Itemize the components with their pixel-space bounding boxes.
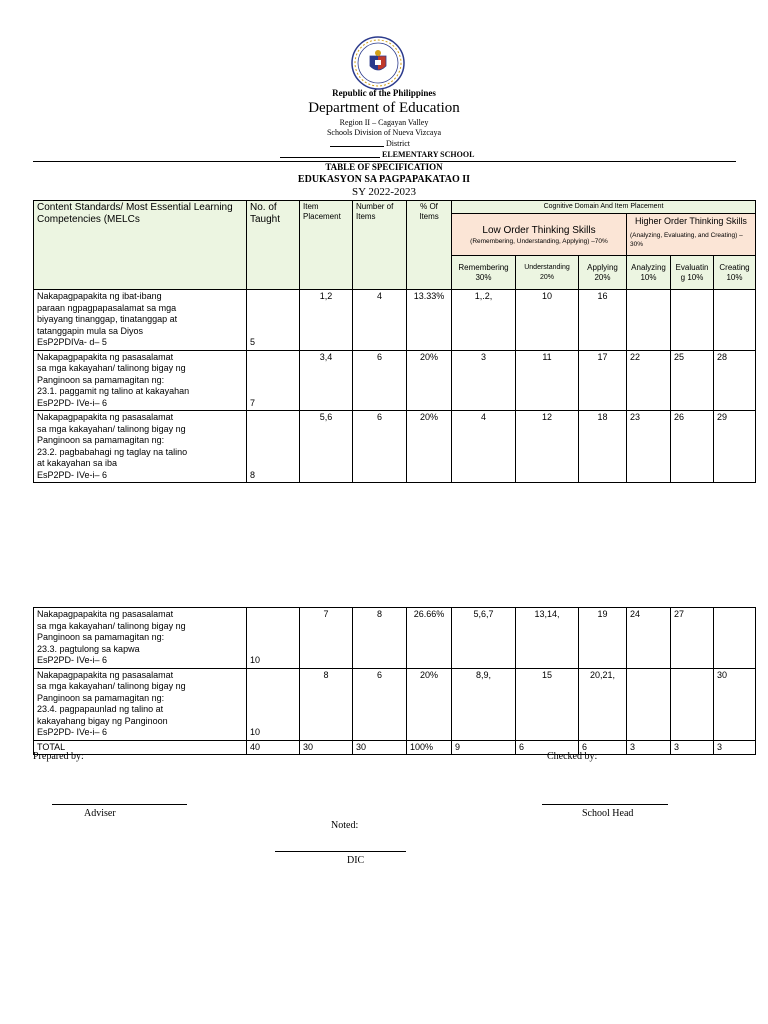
- evaluating-cell: [671, 290, 714, 351]
- total-label: TOTAL: [34, 740, 247, 755]
- table-row: [34, 668, 756, 740]
- evaluating-cell: 25: [671, 350, 714, 411]
- deped-seal-logo: [351, 36, 405, 90]
- analyzing-cell: [627, 290, 671, 351]
- header-understanding: Understanding 20%: [516, 256, 579, 290]
- understanding-cell: 13,14,: [516, 608, 579, 669]
- creating-cell: 30: [714, 668, 756, 740]
- hots-title: Higher Order Thinking Skills: [635, 216, 747, 226]
- taught-cell: 8: [247, 411, 300, 483]
- applying-cell: 17: [579, 350, 627, 411]
- district-label: District: [386, 139, 410, 148]
- remembering-cell: 3: [452, 350, 516, 411]
- noted-label: Noted:: [331, 820, 359, 831]
- total-items: 30: [353, 740, 407, 755]
- header-content: Content Standards/ Most Essential Learning Competencies (MELCs: [34, 201, 247, 290]
- analyzing-cell: 23: [627, 411, 671, 483]
- total-creating: 3: [714, 740, 756, 755]
- analyzing-cell: 24: [627, 608, 671, 669]
- specification-table: [33, 200, 756, 483]
- header-creating: Creating 10%: [714, 256, 756, 290]
- evaluating-cell: 27: [671, 608, 714, 669]
- evaluating-cell: [671, 668, 714, 740]
- understanding-cell: 10: [516, 290, 579, 351]
- analyzing-cell: [627, 668, 671, 740]
- creating-cell: 28: [714, 350, 756, 411]
- competency-cell: Nakapagpapakita ng pasasalamat sa mga kakayahan/ talinong bigay ng Panginoon sa pamamagitan ng: 23.2. pagbabahagi ng taglay na talino at kakayahan sa iba EsP2PD- IVe-i– 6: [34, 411, 247, 483]
- placement-cell: 1,2: [300, 290, 353, 351]
- items-cell: 8: [353, 608, 407, 669]
- header-placement: Item Placement: [300, 201, 353, 290]
- header-hots: [627, 214, 756, 256]
- total-taught: 40: [247, 740, 300, 755]
- total-analyzing: 3: [627, 740, 671, 755]
- percent-cell: 20%: [407, 411, 452, 483]
- applying-cell: 18: [579, 411, 627, 483]
- header-cognitive: Cognitive Domain And Item Placement: [452, 201, 756, 214]
- doc-title: TABLE OF SPECIFICATION: [325, 162, 443, 172]
- items-cell: 6: [353, 350, 407, 411]
- adviser-signature-line: [52, 804, 187, 805]
- total-placement: 30: [300, 740, 353, 755]
- understanding-cell: 12: [516, 411, 579, 483]
- school-blank: [280, 157, 380, 158]
- header-applying: Applying 20%: [579, 256, 627, 290]
- understanding-cell: 11: [516, 350, 579, 411]
- total-remembering: 9: [452, 740, 516, 755]
- hots-subtitle: (Analyzing, Evaluating, and Creating) – 30%: [630, 232, 743, 248]
- school-year: SY 2022-2023: [351, 186, 417, 198]
- taught-cell: 7: [247, 350, 300, 411]
- items-cell: 4: [353, 290, 407, 351]
- school-head-signature-line: [542, 804, 668, 805]
- percent-cell: 26.66%: [407, 608, 452, 669]
- school-head-label: School Head: [582, 808, 634, 819]
- competency-cell: Nakapagpapakita ng pasasalamat sa mga kakayahan/ talinong bigay ng Panginoon sa pamamagitan ng: 23.3. pagtulong sa kapwa EsP2PD- IVe-i– 6: [34, 608, 247, 669]
- remembering-cell: 4: [452, 411, 516, 483]
- placement-cell: 8: [300, 668, 353, 740]
- creating-cell: [714, 608, 756, 669]
- header-evaluating: Evaluatin g 10%: [671, 256, 714, 290]
- applying-cell: 16: [579, 290, 627, 351]
- items-cell: 6: [353, 411, 407, 483]
- table-row: [34, 411, 756, 483]
- lots-title: Low Order Thinking Skills: [482, 224, 596, 236]
- prepared-by-label: Prepared by:: [33, 751, 84, 762]
- items-cell: 6: [353, 668, 407, 740]
- taught-cell: 5: [247, 290, 300, 351]
- competency-cell: Nakapagpapakita ng pasasalamat sa mga kakayahan/ talinong bigay ng Panginoon sa pamamagitan ng: 23.4. pagpapaunlad ng talino at kakayahang bigay ng Panginoon EsP2PD- IVe-i– 6: [34, 668, 247, 740]
- taught-cell: 10: [247, 608, 300, 669]
- remembering-cell: 5,6,7: [452, 608, 516, 669]
- placement-cell: 7: [300, 608, 353, 669]
- remembering-cell: 1,.2,: [452, 290, 516, 351]
- remembering-cell: 8,9,: [452, 668, 516, 740]
- header-analyzing: Analyzing 10%: [627, 256, 671, 290]
- header-remembering: Remembering 30%: [452, 256, 516, 290]
- percent-cell: 20%: [407, 668, 452, 740]
- total-percent: 100%: [407, 740, 452, 755]
- checked-by-label: Checked by:: [547, 751, 598, 762]
- adviser-label: Adviser: [84, 808, 116, 819]
- school-label: ELEMENTARY SCHOOL: [382, 150, 475, 159]
- placement-cell: 3,4: [300, 350, 353, 411]
- competency-cell: Nakapagpapakita ng pasasalamat sa mga kakayahan/ talinong bigay ng Panginoon sa pamamagitan ng: 23.1. paggamit ng talino at kakayahan EsP2PD- IVe-i– 6: [34, 350, 247, 411]
- region-line: Region II – Cagayan Valley: [339, 118, 429, 127]
- total-understanding: 6: [516, 740, 579, 755]
- placement-cell: 5,6: [300, 411, 353, 483]
- total-applying: 6: [579, 740, 627, 755]
- header-lots: [452, 214, 627, 256]
- table-row: [34, 608, 756, 669]
- applying-cell: 19: [579, 608, 627, 669]
- specification-table-continued: [33, 607, 756, 755]
- header-taught: No. of Taught: [247, 201, 300, 290]
- percent-cell: 13.33%: [407, 290, 452, 351]
- header-percent: % Of Items: [407, 201, 452, 290]
- district-blank: [330, 146, 384, 147]
- dic-signature-line: [275, 851, 406, 852]
- subject-title: EDUKASYON SA PAGPAPAKATAO II: [297, 174, 471, 185]
- creating-cell: 29: [714, 411, 756, 483]
- republic-line: Republic of the Philippines: [332, 88, 436, 98]
- table-row: [34, 350, 756, 411]
- dic-label: DIC: [347, 855, 365, 866]
- competency-cell: Nakapagpapakita ng ibat-ibang paraan ngpagpapasalamat sa mga biyayang tinanggap, tinatanggap at tatanggapin mula sa Diyos EsP2PDIVa- d– 5: [34, 290, 247, 351]
- understanding-cell: 15: [516, 668, 579, 740]
- evaluating-cell: 26: [671, 411, 714, 483]
- taught-cell: 10: [247, 668, 300, 740]
- division-line: Schools Division of Nueva Vizcaya: [326, 128, 441, 137]
- analyzing-cell: 22: [627, 350, 671, 411]
- total-evaluating: 3: [671, 740, 714, 755]
- creating-cell: [714, 290, 756, 351]
- percent-cell: 20%: [407, 350, 452, 411]
- table-row: [34, 290, 756, 351]
- total-row: [34, 740, 756, 755]
- header-items: Number of Items: [353, 201, 407, 290]
- applying-cell: 20,21,: [579, 668, 627, 740]
- lots-subtitle: (Remembering, Understanding, Applying) –70%: [470, 237, 608, 245]
- department-title: Department of Education: [308, 100, 460, 116]
